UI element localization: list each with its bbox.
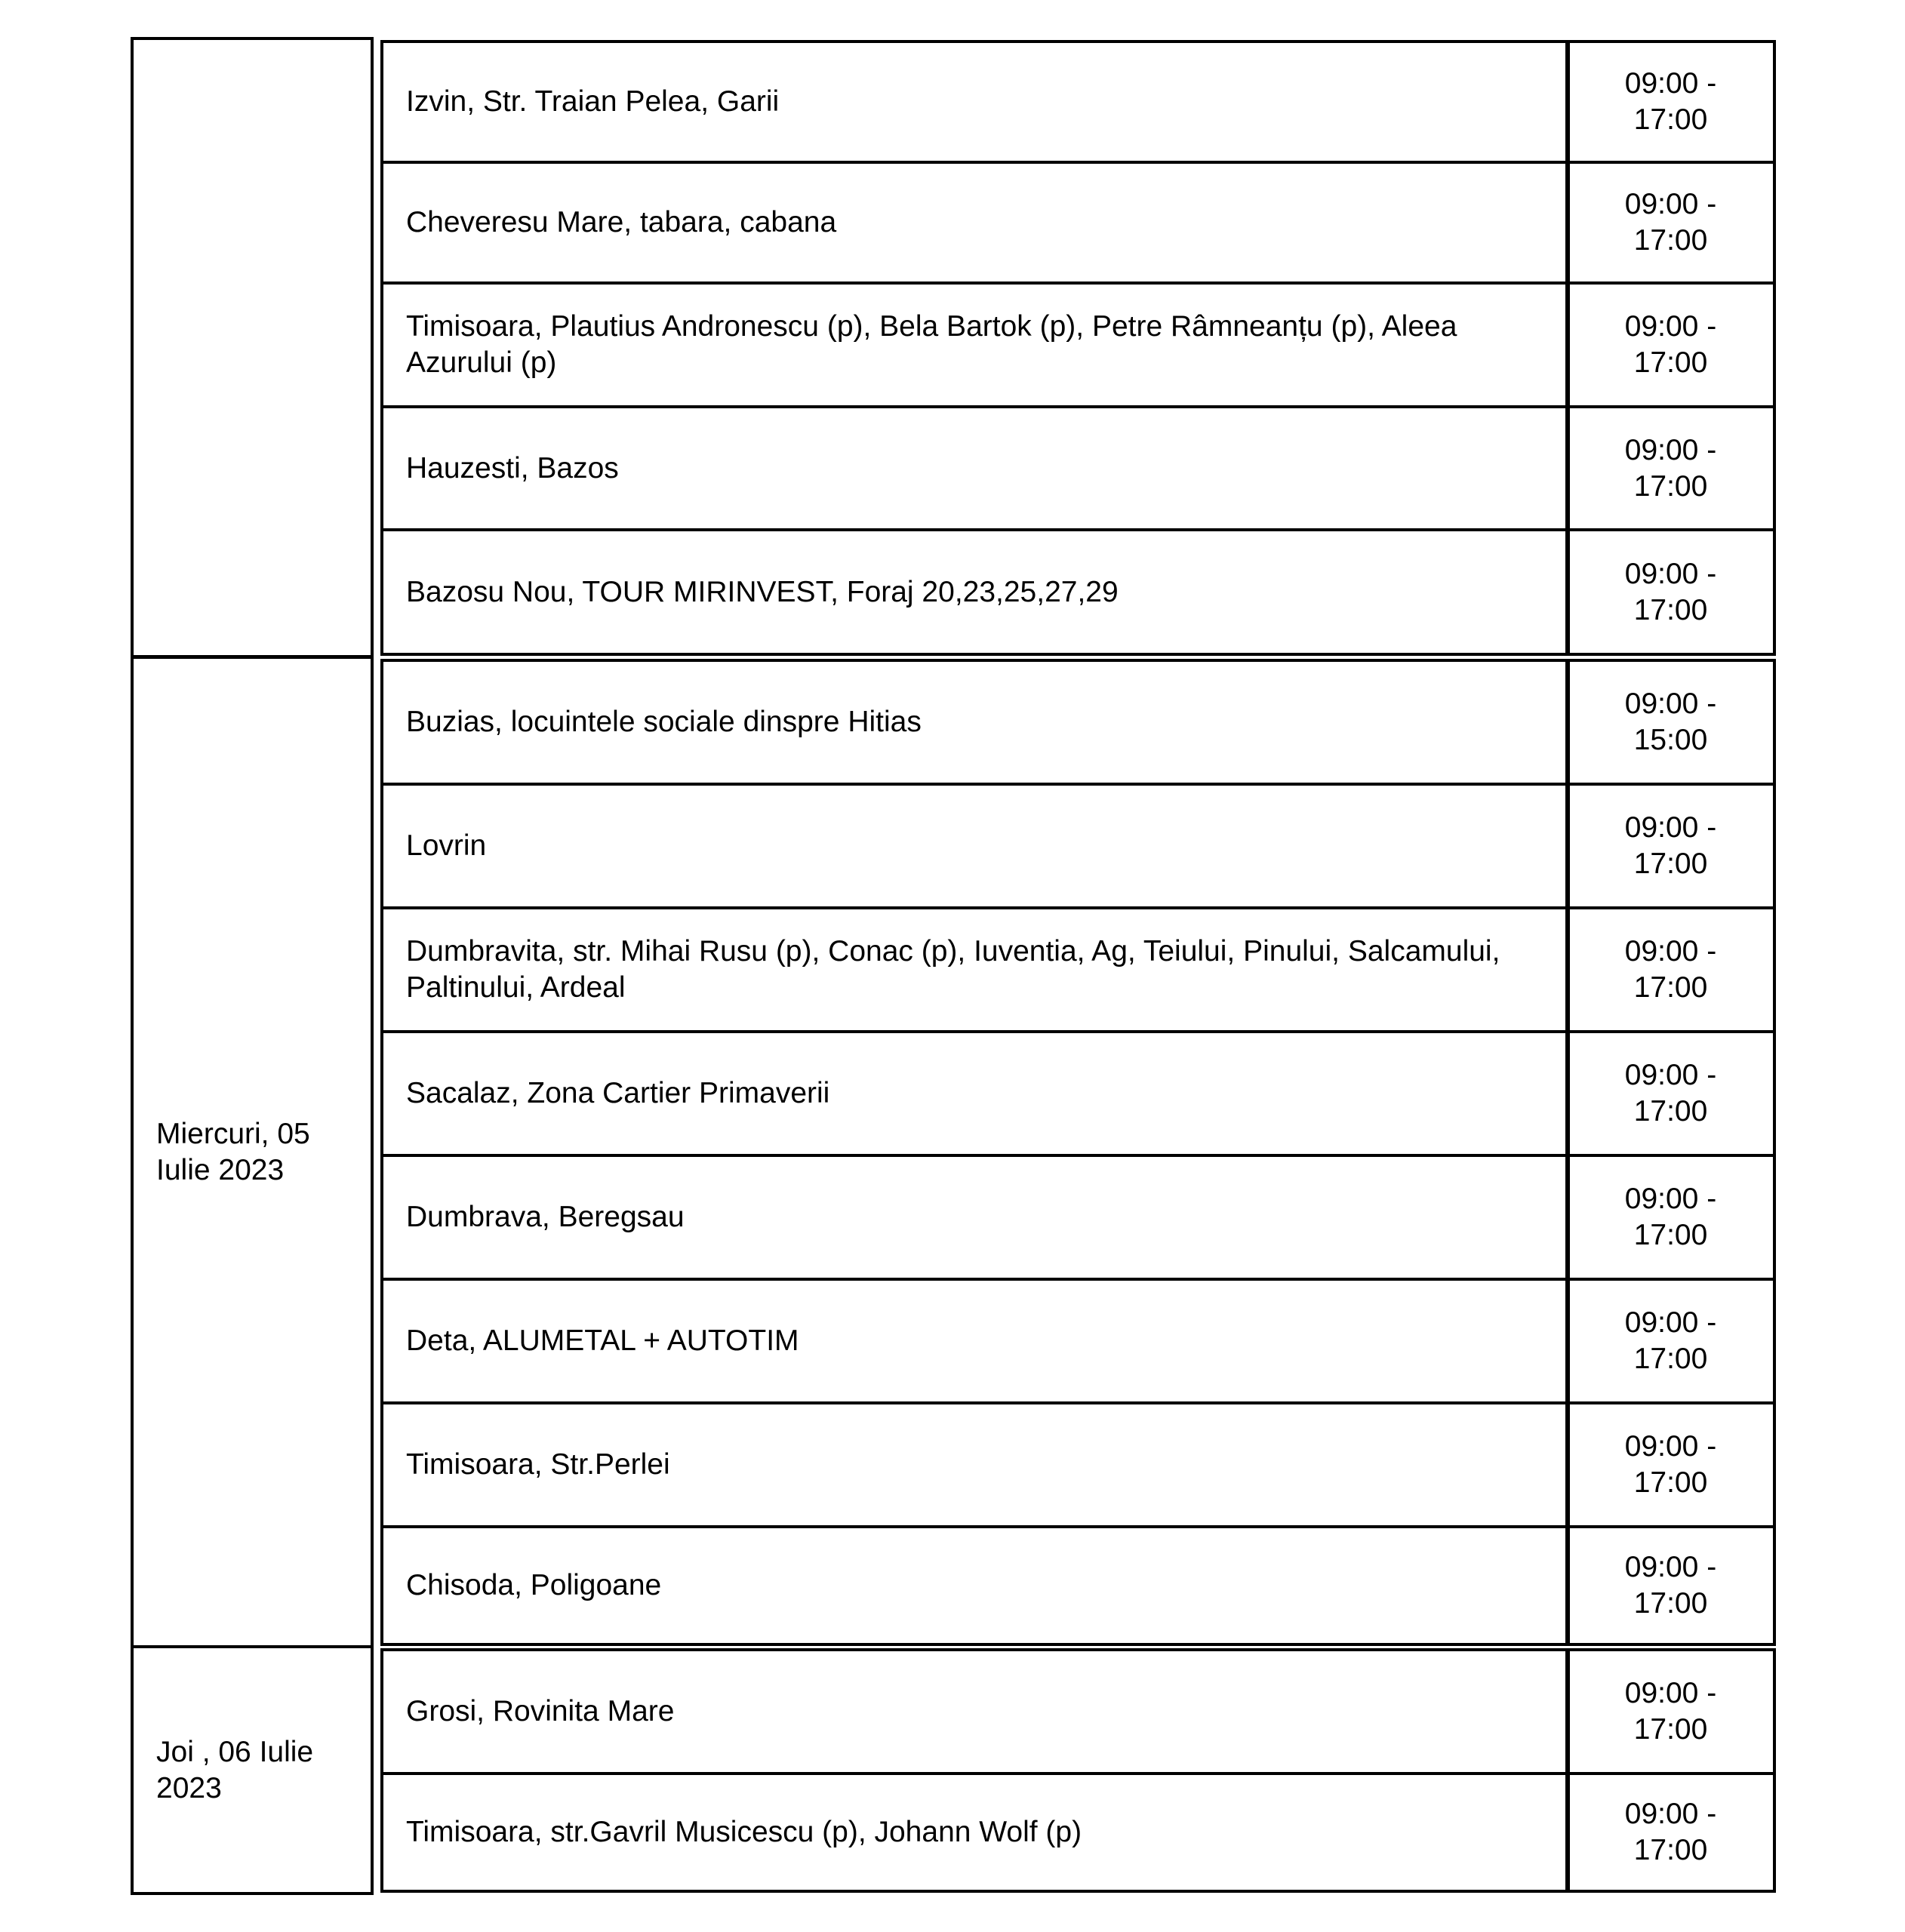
- location-text: Grosi, Rovinita Mare: [406, 1695, 675, 1727]
- location-cell: [380, 528, 1570, 656]
- location-cell: [380, 783, 1570, 909]
- location-cell: [380, 1154, 1570, 1281]
- time-text: 09:00 - 17:00: [1624, 1551, 1717, 1620]
- time-text: 09:00 - 17:00: [1624, 433, 1717, 503]
- time-text: 09:00 - 17:00: [1624, 557, 1717, 626]
- location-cell: [380, 1525, 1570, 1646]
- location-cell: [380, 1772, 1570, 1893]
- location-text: Sacalaz, Zona Cartier Primaverii: [406, 1077, 830, 1109]
- location-text: Cheveresu Mare, tabara, cabana: [406, 206, 837, 238]
- location-cell: [380, 659, 1570, 786]
- date-cell: [131, 656, 374, 1648]
- location-cell: [380, 1401, 1570, 1528]
- time-cell: [1565, 1401, 1776, 1528]
- time-cell: [1565, 1772, 1776, 1893]
- location-text: Dumbravita, str. Mihai Rusu (p), Conac (p), Iuventia, Ag, Teiului, Pinului, Salcamului, Paltinului, Ardeal: [406, 935, 1500, 1004]
- table-row: [380, 161, 1776, 285]
- table-row: [380, 1278, 1776, 1404]
- table-row: [380, 40, 1776, 164]
- time-text: 09:00 - 17:00: [1624, 811, 1717, 880]
- location-cell: [380, 405, 1570, 531]
- location-text: Timisoara, Str.Perlei: [406, 1448, 670, 1481]
- time-text: 09:00 - 17:00: [1624, 67, 1717, 136]
- location-text: Izvin, Str. Traian Pelea, Garii: [406, 85, 780, 118]
- location-cell: [380, 1278, 1570, 1404]
- time-cell: [1565, 1648, 1776, 1775]
- date-group: [131, 1645, 1776, 1895]
- location-cell: [380, 1030, 1570, 1157]
- location-text: Timisoara, Plautius Andronescu (p), Bela Bartok (p), Petre Râmneanțu (p), Aleea Azurului (p): [406, 310, 1457, 379]
- date-group: [131, 37, 1776, 658]
- time-cell: [1565, 40, 1776, 164]
- location-text: Bazosu Nou, TOUR MIRINVEST, Foraj 20,23,25,27,29: [406, 575, 1119, 608]
- table-row: [380, 1030, 1776, 1157]
- table-row: [380, 783, 1776, 909]
- time-text: 09:00 - 17:00: [1624, 1677, 1717, 1746]
- time-cell: [1565, 1278, 1776, 1404]
- table-row: [380, 1154, 1776, 1281]
- date-label: Miercuri, 05 Iulie 2023: [156, 1117, 310, 1186]
- time-text: 09:00 - 17:00: [1624, 1798, 1717, 1866]
- table-row: [380, 1401, 1776, 1528]
- location-text: Dumbrava, Beregsau: [406, 1201, 685, 1233]
- location-text: Timisoara, str.Gavril Musicescu (p), Johann Wolf (p): [406, 1816, 1082, 1848]
- location-text: Chisoda, Poligoane: [406, 1569, 662, 1601]
- date-cell: [131, 37, 374, 658]
- location-text: Deta, ALUMETAL + AUTOTIM: [406, 1324, 799, 1357]
- time-text: 09:00 - 17:00: [1624, 310, 1717, 379]
- location-text: Buzias, locuintele sociale dinspre Hitias: [406, 706, 922, 738]
- time-cell: [1565, 1154, 1776, 1281]
- table-row: [380, 528, 1776, 656]
- table-row: [380, 281, 1776, 408]
- table-row: [380, 906, 1776, 1033]
- time-cell: [1565, 528, 1776, 656]
- time-cell: [1565, 1030, 1776, 1157]
- time-cell: [1565, 906, 1776, 1033]
- time-text: 09:00 - 17:00: [1624, 1306, 1717, 1375]
- time-cell: [1565, 659, 1776, 786]
- date-cell: [131, 1645, 374, 1895]
- location-cell: [380, 40, 1570, 164]
- time-text: 09:00 - 17:00: [1624, 188, 1717, 257]
- date-group: [131, 656, 1776, 1648]
- time-cell: [1565, 161, 1776, 285]
- table-row: [380, 1525, 1776, 1646]
- time-cell: [1565, 405, 1776, 531]
- time-cell: [1565, 1525, 1776, 1646]
- location-cell: [380, 281, 1570, 408]
- date-label: Joi , 06 Iulie 2023: [156, 1735, 314, 1804]
- time-text: 09:00 - 17:00: [1624, 935, 1717, 1004]
- location-text: Lovrin: [406, 829, 487, 862]
- location-cell: [380, 1648, 1570, 1775]
- time-text: 09:00 - 17:00: [1624, 1059, 1717, 1128]
- location-text: Hauzesti, Bazos: [406, 451, 619, 485]
- time-cell: [1565, 281, 1776, 408]
- time-text: 09:00 - 17:00: [1624, 1183, 1717, 1251]
- time-cell: [1565, 783, 1776, 909]
- location-cell: [380, 161, 1570, 285]
- location-cell: [380, 906, 1570, 1033]
- table-row: [380, 659, 1776, 786]
- table-row: [380, 405, 1776, 531]
- table-row: [380, 1772, 1776, 1893]
- time-text: 09:00 - 15:00: [1624, 688, 1717, 756]
- table-row: [380, 1648, 1776, 1775]
- time-text: 09:00 - 17:00: [1624, 1430, 1717, 1499]
